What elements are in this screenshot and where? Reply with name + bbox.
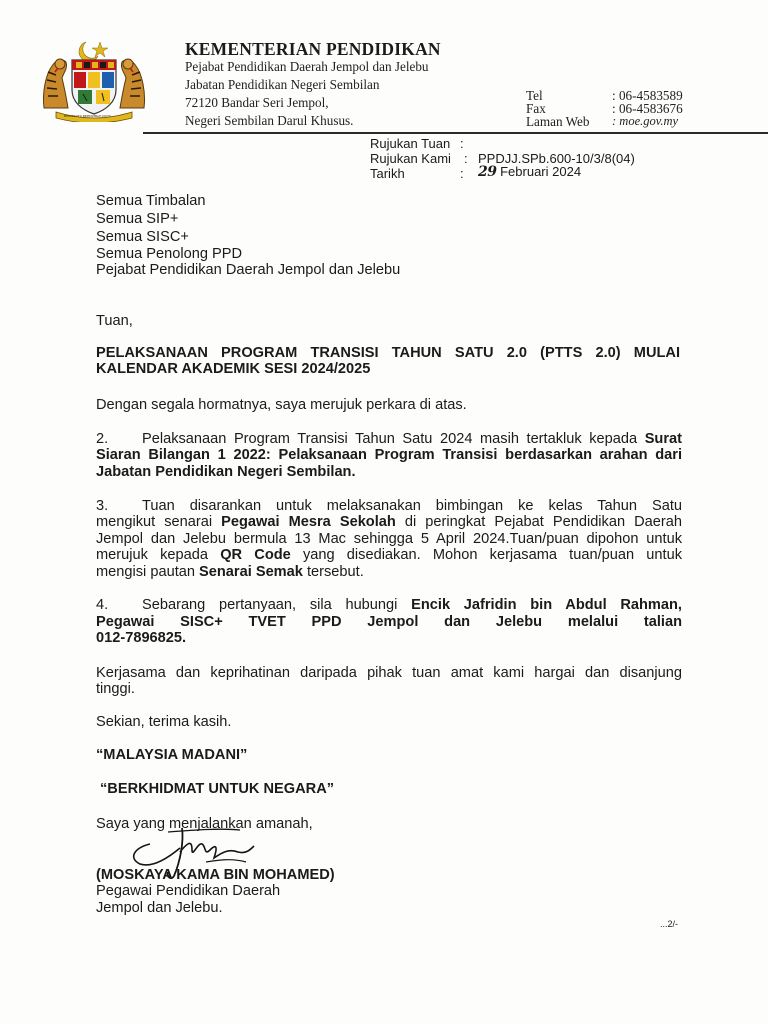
recipient-4: Semua Penolong PPD — [96, 246, 243, 262]
text-span: Sebarang pertanyaan, sila hubungi — [142, 597, 412, 613]
tarikh-value — [478, 164, 581, 180]
closing-line-2: tinggi. — [96, 681, 135, 697]
page-number: ...2/- — [660, 919, 679, 929]
para-2-line-2: Siaran Bilangan 1 2022: Pelaksanaan Program Transisi berdasarkan arahan dari — [96, 447, 682, 463]
salutation: Tuan, — [96, 313, 133, 329]
tel-value: : 06-4583589 — [612, 88, 683, 103]
text-span: mengikut senarai — [96, 514, 222, 530]
thanks-line: Sekian, terima kasih. — [96, 714, 232, 730]
colon: : — [460, 166, 464, 181]
sign-intro: Saya yang menjalankan amanah, — [96, 816, 313, 832]
recipient-2: Semua SIP+ — [96, 211, 179, 227]
text-span: yang disediakan. Mohon kerjasama tuan/puan untuk — [290, 547, 682, 563]
tarikh-label: Tarikh — [370, 166, 405, 181]
para-4-line-3: 012-7896825. — [96, 630, 187, 646]
address-line-1: Pejabat Pendidikan Daerah Jempol dan Jelebu — [185, 59, 429, 74]
subject-line-1: PELAKSANAAN PROGRAM TRANSISI TAHUN SATU 2.0 (PTTS 2.0) MULAI — [96, 345, 680, 361]
para-2-line-1 — [142, 431, 682, 447]
text-span: merujuk kepada — [96, 547, 221, 563]
letterhead-divider — [143, 132, 768, 134]
signatory-title-1: Pegawai Pendidikan Daerah — [96, 883, 281, 899]
motto-berkhidmat: “BERKHIDMAT UNTUK NEGARA” — [100, 781, 335, 797]
bold-span: Surat — [644, 431, 682, 447]
signatory-title-2: Jempol dan Jelebu. — [96, 900, 223, 916]
para-3-line-5 — [96, 564, 364, 580]
fax-value: : 06-4583676 — [612, 101, 683, 116]
signatory-name: (MOSKAYA KAMA BIN MOHAMED) — [96, 867, 335, 883]
address-line-3: 72120 Bandar Seri Jempol, — [185, 95, 329, 110]
rujukan-kami-label: Rujukan Kami — [370, 151, 451, 166]
colon: : — [464, 151, 468, 166]
para-2-number: 2. — [96, 431, 109, 447]
text-span: mengisi pautan — [96, 564, 200, 580]
tarikh-month-year: Februari 2024 — [500, 164, 582, 179]
para-3-line-2 — [96, 514, 682, 530]
recipient-5: Pejabat Pendidikan Daerah Jempol dan Jelebu — [96, 262, 401, 278]
text-span: Pelaksanaan Program Transisi Tahun Satu 2024 masih tertakluk kepada — [142, 431, 645, 447]
subject-line-2: KALENDAR AKADEMIK SESI 2024/2025 — [96, 361, 371, 377]
bold-span: Encik Jafridin bin Abdul Rahman, — [411, 597, 682, 613]
closing-line-1: Kerjasama dan keprihatinan daripada pihak tuan amat kami hargai dan disanjung — [96, 665, 682, 681]
text-span: di peringkat Pejabat Pendidikan Daerah — [395, 514, 682, 530]
website-value: : moe.gov.my — [612, 114, 679, 128]
fax-label: Fax — [526, 101, 546, 116]
bold-span: Pegawai Mesra Sekolah — [221, 514, 396, 530]
address-line-4: Negeri Sembilan Darul Khusus. — [185, 113, 354, 128]
para-3-line-3: Jempol dan Jelebu bermula 13 Mac sehingga 5 April 2024.Tuan/puan dipohon untuk — [96, 531, 682, 547]
national-crest-logo — [38, 38, 150, 122]
para-4-number: 4. — [96, 597, 109, 613]
para-4-line-1 — [142, 597, 682, 613]
bold-span: QR Code — [220, 547, 291, 563]
website-label: Laman Web — [526, 114, 590, 129]
para-2-line-3: Jabatan Pendidikan Negeri Sembilan. — [96, 464, 356, 480]
address-line-2: Jabatan Pendidikan Negeri Sembilan — [185, 77, 380, 92]
rujukan-tuan-label: Rujukan Tuan — [370, 136, 451, 151]
recipient-1: Semua Timbalan — [96, 193, 206, 209]
intro-paragraph: Dengan segala hormatnya, saya merujuk perkara di atas. — [96, 397, 467, 413]
motto-malaysia-madani: “MALAYSIA MADANI” — [96, 747, 248, 763]
colon: : — [460, 136, 464, 151]
handwritten-day: 29 — [478, 164, 497, 180]
recipient-3: Semua SISC+ — [96, 229, 189, 245]
crest-motto: BERSEKUTU BERTAMBAH MUTU — [64, 114, 112, 118]
para-3-number: 3. — [96, 498, 109, 514]
rujukan-kami-value: PPDJJ.SPb.600-10/3/8(04) — [478, 151, 635, 166]
para-3-line-4 — [96, 547, 682, 563]
text-span: tersebut. — [302, 564, 364, 580]
para-4-line-2: Pegawai SISC+ TVET PPD Jempol dan Jelebu melalui talian — [96, 614, 682, 630]
bold-span: Senarai Semak — [199, 564, 303, 580]
para-3-line-1: Tuan disarankan untuk melaksanakan bimbingan ke kelas Tahun Satu — [142, 498, 682, 514]
tel-label: Tel — [526, 88, 543, 103]
ministry-name: KEMENTERIAN PENDIDIKAN — [185, 39, 441, 59]
